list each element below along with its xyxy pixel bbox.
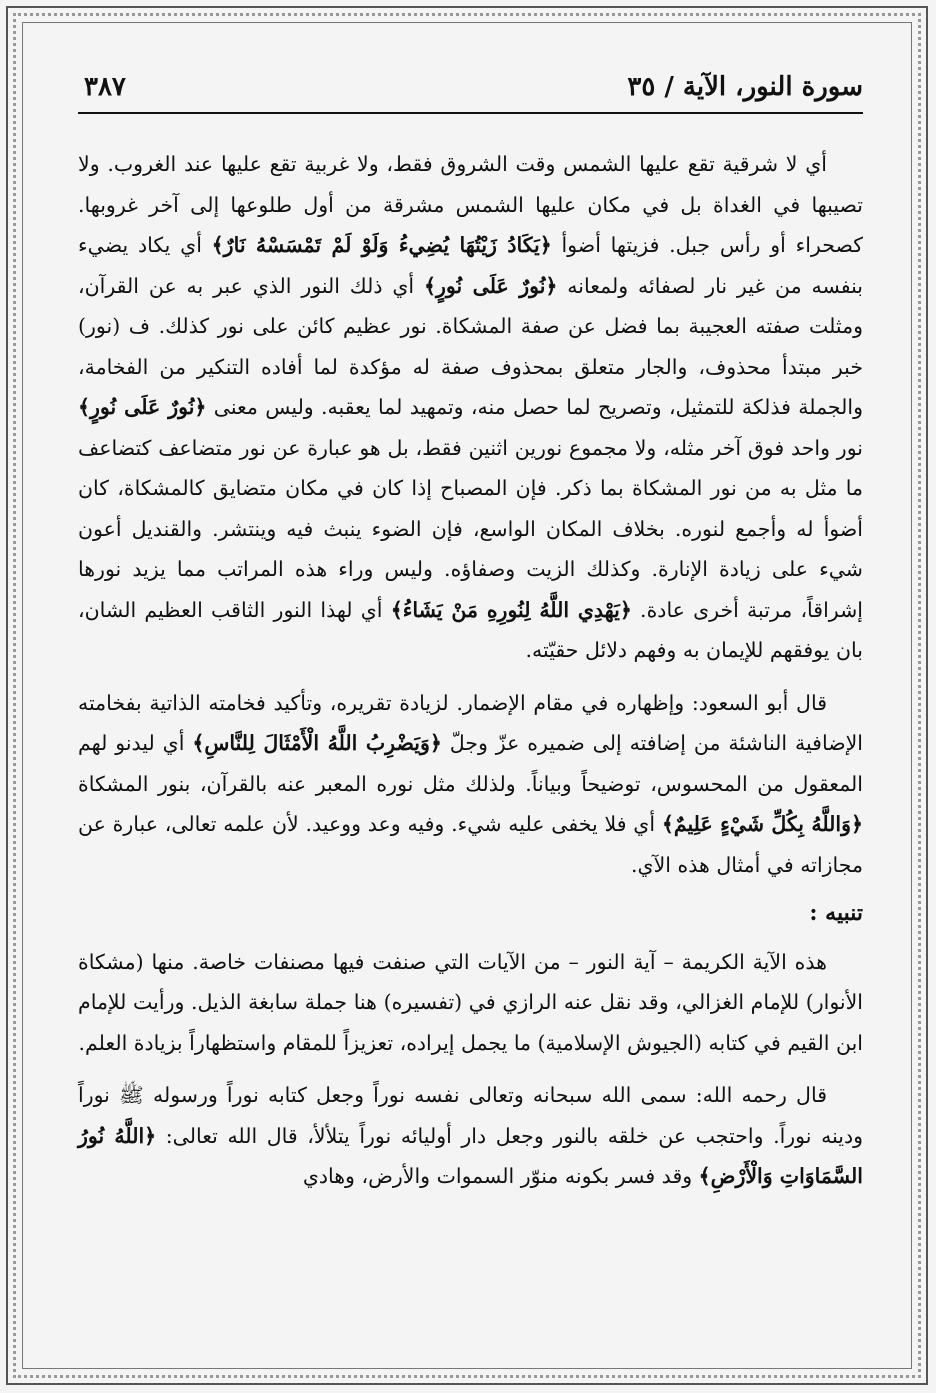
text-run: أي يكاد يضيء بنفسه من غير نار لصفائه ولمعانه [78,233,863,298]
quran-verse: ﴿وَيَضْرِبُ اللَّهُ الْأَمْثَالَ لِلنَّاسِ﴾ [192,731,442,755]
book-page [78,70,863,1360]
surah-reference: سورة النور، الآية / ٣٥ [627,72,863,102]
quran-verse: ﴿وَاللَّهُ بِكُلِّ شَيْءٍ عَلِيمٌ﴾ [661,812,863,836]
text-run: قال رحمه الله: سمى الله سبحانه وتعالى نفسه نوراً وجعل كتابه نوراً ورسوله ﷺ نوراً ودينه نوراً. واحتجب عن خلقه بالنور وجعل دار أوليائه نوراً يتلألأ، قال الله تعالى: [78,1083,863,1148]
paragraph-2 [78,683,863,886]
text-run: قال أبو السعود: وإظهاره في مقام الإضمار. لزيادة تقريره، وتأكيد فخامته الذاتية بفخامته الإضافية الناشئة من إضافته إلى ضميره عزّ وجلّ [78,690,863,755]
text-run: نور واحد فوق آخر مثله، ولا مجموع نورين اثنين فقط، بل هو عبارة عن نور متضاعف كتضاعف ما مثل به من نور المشكاة بما ذكر. فإن المصباح إذا كان في مكان متضايق كالمشكاة، كان أضوأ له وأجمع لنوره. بخلاف المكان الواسع، فإن الضوء ينبث فيه وينتشر. والقنديل أعون شيء على زيادة الإنارة. وكذلك الزيت وصفاؤه. وليس وراء هذه المراتب مما يزيد نورها إشراقاً، مرتبة أخرى عادة. [78,435,863,622]
text-run: أي لا شرقية تقع عليها الشمس وقت الشروق فقط، ولا غربية تقع عليها عند الغروب. ولا تصيبها في الغداة بل في مكان عليها الشمس مشرقة من أول طلوعها إلى آخر غروبها. كصحراء أو رأس جبل. فزيتها أضوأ [78,152,863,257]
running-header [78,70,863,114]
text-run: أي ذلك النور الذي عبر به عن القرآن، ومثلت صفته العجيبة بما فضل عن صفة المشكاة. نور عظيم كائن على نور كذلك. ف (نور) خبر مبتدأ محذوف، والجار متعلق بمحذوف صفة له مؤكدة لما أفاده التنكير من الفخامة، والجملة فذلكة للتمثيل، وتصريح لما حصل منه، وتمهيد لما يعقبه. وليس معنى [78,273,864,419]
text-run: وقد فسر بكونه منوّر السموات والأرض، وهادي [302,1164,699,1188]
quran-verse: ﴿اللَّهُ نُورُ السَّمَاوَاتِ وَالْأَرْضِ﴾ [78,1123,863,1188]
quran-verse: ﴿نُورٌ عَلَى نُورٍ﴾ [423,273,558,298]
page-number: ٣٨٧ [84,72,126,102]
quran-verse: ﴿يَهْدِي اللَّهُ لِنُورِهِ مَنْ يَشَاءُ﴾ [390,597,632,622]
text-run: أي لهذا النور الثاقب العظيم الشان، بان يوفقهم للإيمان به وفهم دلائل حقيّته. [78,597,863,662]
text-run: أي ليدنو لهم المعقول من المحسوس، توضيحاً وبياناً. ولذلك مثل نوره المعبر عنه بالقرآن، بنور المشكاة [78,731,863,796]
section-heading: تنبيه : [809,900,863,926]
text-run: هذه الآية الكريمة – آية النور – من الآيات التي صنفت فيها مصنفات خاصة. منها (مشكاة الأنوار) للإمام الغزالي، وقد نقل عنه الرازي في (تفسيره) هنا جملة سابغة الذيل. ورأيت للإمام ابن القيم في كتابه (الجيوش الإسلامية) ما يجمل إيراده، تعزيزاً للمقام واستظهاراً بزيادة العلم. [78,949,863,1055]
paragraph-4 [78,1075,863,1197]
text-run: أي فلا يخفى عليه شيء. وفيه وعد ووعيد. لأن علمه تعالى، عبارة عن مجازاته في أمثال هذه الآي. [78,812,863,877]
paragraph-1 [78,144,863,671]
quran-verse: ﴿يَكَادُ زَيْتُهَا يُضِيءُ وَلَوْ لَمْ تَمْسَسْهُ نَارٌ﴾ [211,233,552,257]
quran-verse: ﴿نُورٌ عَلَى نُورٍ﴾ [78,395,207,419]
paragraph-3 [78,942,863,1064]
page-body [78,144,863,1197]
